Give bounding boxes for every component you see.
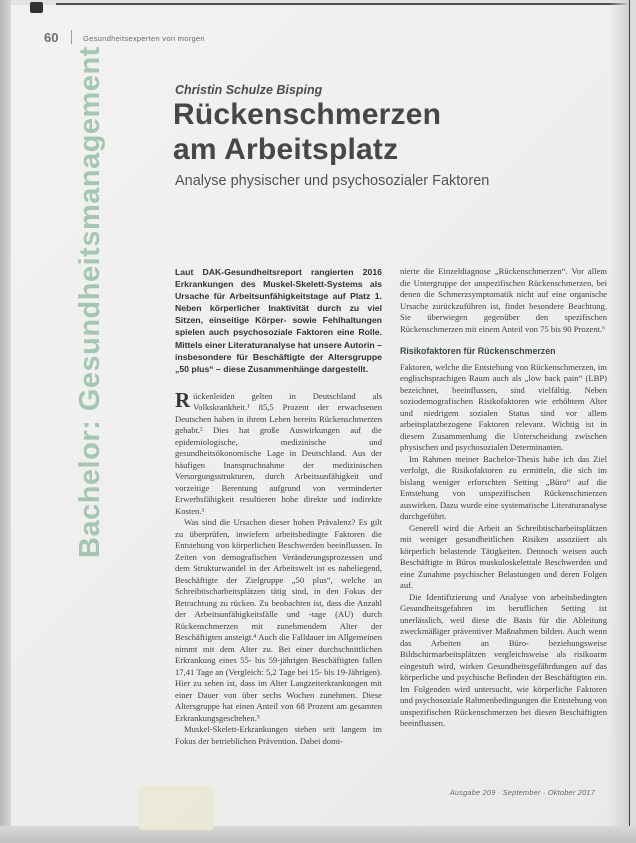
article-title-line1: Rückenschmerzen <box>173 98 442 131</box>
body-paragraph-7: Die Identifizierung und Analyse von arbeitsbedingten Gesundheitsgefahren im beruflichen Setting ist unerlässlich, weil diese die Basis für die Ableitung zweckmäßiger präventiver Maßnahmen bilden. Auch wenn das Arbeiten an Büro- beziehungsweise Bildschirmarbeitsplätzen vergleichsweise als risikoarm eingestuft wird, wirken Gesundheitsgefährdungen auf das körperliche und psychische Befinden der Beschäftigten ein. Im Folgenden wird untersucht, wie körperliche Faktoren und psychosoziale Rahmenbedingungen die Entstehung von unspezifischen Rückenschmerzen bei diesen Beschäftigten beeinflussen. <box>400 591 607 728</box>
journal-footer: Ausgabe 209 · September · Oktober 2017 <box>449 788 595 797</box>
article-author: Christin Schulze Bisping <box>175 83 323 97</box>
body-paragraph-4: Faktoren, welche die Entstehung von Rückenschmerzen, im englischsprachigen Raum auch als „low back pain“ (LBP) bezeichnet, beeinflussen, sind vielfältig. Neben soziodemografischen Risikofaktoren wie erhöhtem Alter und niedrigem sozialen Status sind vor allem arbeitsplatzbezogene Faktoren relevant. Wichtig ist in diesem Zusammenhang die Unterscheidung zwischen physischen und psychosozialen Determinanten. <box>400 361 607 452</box>
body-paragraph-1 <box>175 387 382 518</box>
scan-stain <box>138 786 214 830</box>
rubric-divider <box>71 30 72 44</box>
left-column <box>175 266 382 747</box>
right-column <box>400 266 607 747</box>
scan-left-edge <box>0 0 11 843</box>
page-number: 60 <box>44 30 59 45</box>
body-paragraph-3: Muskel-Skelett-Erkrankungen stehen seit langem im Fokus der betrieblichen Prävention. Dabei domi- <box>175 724 382 746</box>
article-title <box>173 97 441 167</box>
body-paragraph-1-text: ückenleiden gelten in Deutschland als Volkskrankheit.¹ 85,5 Prozent der erwachsenen Deutschen haben in ihrem Leben bereits Rückenschmerzen gehabt.² Dies hat große Auswirkungen auf die epidemiologische, medizinische und gesundheitsökonomische Lage in Deutschland. Aus der häufigen Inanspruchnahme der medizinischen Versorgungsstrukturen, durch Arbeitsunfähigkeit und vorzeitige Berentung aufgrund von verminderter Erwerbsfähigkeit resultieren hohe direkte und indirekte Kosten.³ <box>175 390 382 516</box>
scan-top-line <box>56 3 629 5</box>
scan-right-paper-edge <box>630 0 636 843</box>
scan-right-shadow <box>609 0 629 843</box>
scan-bottom-shadow <box>0 826 636 843</box>
body-paragraph-3-continued: nierte die Einzeldiagnose „Rückenschmerzen“. Vor allem die Untergruppe der unspezifischen Rückenschmerzen, bei denen die Schmerzsymptomatik nicht auf eine organische Ursache zurückzuführen ist, findet besondere Beachtung. Sie überwiegen gegenüber den spezifischen Rückenschmerzen mit einem Anteil von 75 bis 90 Prozent.⁶ <box>400 266 607 334</box>
scan-corner-mark <box>30 2 43 13</box>
series-vertical-label: Bachelor: Gesundheitsmanagement <box>74 46 106 558</box>
body-paragraph-6: Generell wird die Arbeit an Schreibtischarbeitsplätzen mit weniger gesundheitlichen Risiken assoziiert als körperlich belastende Tätigkeiten. Dennoch weisen auch Beschäftigte in Büros muskuloskelettale Beschwerden und eine Zunahme psychischer Belastungen und deren Folgen auf. <box>400 522 607 590</box>
article-title-line2: am Arbeitsplatz <box>173 133 399 166</box>
lead-paragraph: Laut DAK-Gesundheitsreport rangierten 2016 Erkrankungen des Muskel-Skelett-Systems als Ursache für Arbeitsunfähigkeitstage auf Platz 1. Neben körperlicher Inaktivität durch zu viel Sitzen, einseitige Körper- sowie Fehlhaltungen spielen auch psychosoziale Faktoren eine Rolle. Mittels einer Literaturanalyse hat unsere Autorin – insbesondere für Beschäftigte der Altersgruppe „50 plus“ – diese Zusammenhänge dargestellt. <box>175 267 382 374</box>
section-heading: Risikofaktoren für Rückenschmerzen <box>400 346 556 356</box>
body-paragraph-5: Im Rahmen meiner Bachelor-Thesis habe ich das Ziel verfolgt, die Risikofaktoren zu ermitteln, die sich im bislang weniger erforschten Setting „Büro“ auf die Entstehung von unspezifischen Rückenschmerzen auswirken. Dazu wurde eine systematische Literaturanalyse durchgeführt. <box>400 453 607 521</box>
header-rubric: Gesundheitsexperten von morgen <box>83 34 205 43</box>
dropcap-letter: R <box>175 387 191 412</box>
scanned-page <box>11 5 625 827</box>
article-subtitle: Analyse physischer und psychosozialer Faktoren <box>175 173 490 189</box>
article-body <box>175 266 607 747</box>
body-paragraph-2: Was sind die Ursachen dieser hohen Prävalenz? Es gilt zu überprüfen, inwiefern arbeitsbedingte Faktoren die Entstehung von körperlichen Beschwerden beeinflussen. In Zeiten von demografischen Veränderungsprozessen und dem Strukturwandel in der Arbeitswelt ist es naheliegend, Beschäftigte der Zielgruppe „50 plus“, welche an Schreibtischarbeitsplätzen tätig sind, in den Fokus der Betrachtung zu rücken. Zu beobachten ist, dass die Anzahl der Arbeitsunfähigkeitsfälle und -tage (AU) durch Rückenschmerzen mit zunehmendem Alter der Beschäftigten ansteigt.⁴ Auch die Falldauer im Allgemeinen nimmt mit dem Alter zu. Bei einer durchschnittlichen Erkrankung eines 55- bis 59-jährigen Beschäftigten fallen 17,41 Tage an (Vergleich: 5,2 Tage bei 15- bis 19-Jährigen). Hier zu sehen ist, dass im Alter Langzeiterkrankungen mit einer Dauer von über sechs Wochen zunehmen. Diese Altersgruppe hat einen Anteil von 68 Prozent am gesamten Erkrankungsgeschehen.⁵ <box>175 517 382 723</box>
